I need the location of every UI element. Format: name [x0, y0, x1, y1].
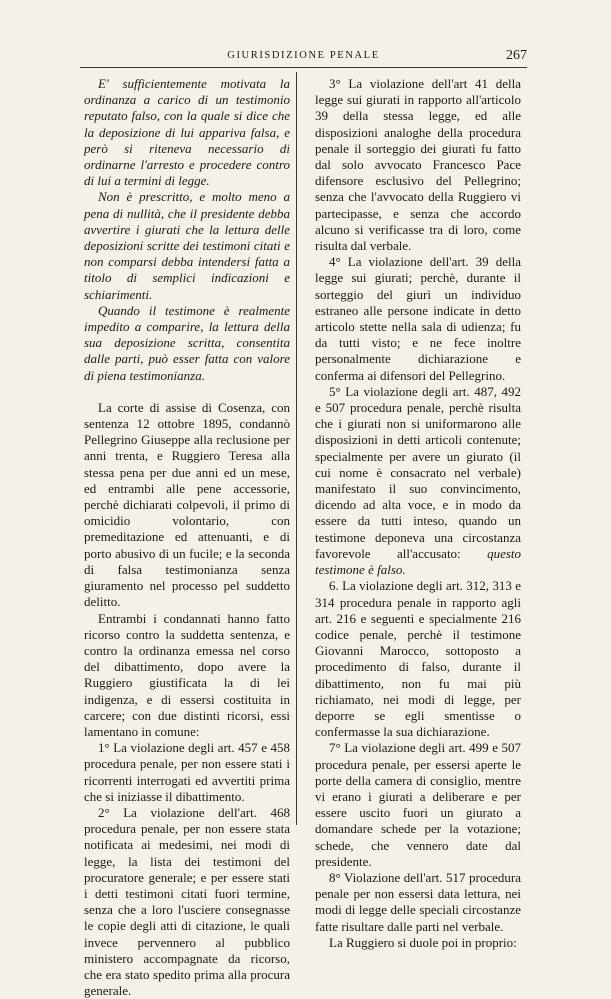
numbered-ground: 7° La violazione degli art. 499 e 507 procedura penale, per essersi aperte le porte della camera di consiglio, mentre vi erano i giurati a deliberare e per essere uscito fuori un giurato a domandare schede per la votazione; schede, che vennero date dal presidente.	[315, 740, 521, 869]
numbered-ground: 1° La violazione degli art. 457 e 458 procedura penale, per non essere stati i ricorrenti interrogati ed avvertiti prima che si iniziasse il dibattimento.	[84, 740, 290, 804]
numbered-ground: 4° La violazione dell'art. 39 della legge sui giurati; perchè, durante il sorteggio del giurì un individuo estraneo alle persone indicate in detto articolo stette nella sala di udienza; fu da tutti visto; e ne fece inoltre personalmente dichiarazione e conferma ai difensori del Pellegrino.	[315, 254, 521, 383]
column-divider	[296, 72, 297, 825]
ground-text: 5° La violazione degli art. 487, 492 e 507 procedura penale, perchè risulta che i giurati non si uniformarono alle disposizioni in detti articoli contenute; specialmente per avere un giurato (il cui nome è consacrato nel verbale) manifestato il suo convincimento, dicendo ad alta voce, e in modo da essere da tutti inteso, quando un testimone deponeva una circostanza favorevole all'accusato:	[315, 383, 521, 561]
headnote-paragraph: Quando il testimone è realmente impedito a comparire, la lettura della sua deposizione scritta, consentita dalle parti, può esser fatta con valore di piena testimonianza.	[84, 302, 290, 383]
headnote-paragraph: Non è prescritto, e molto meno a pena di nullità, che il presidente debba avvertire i giurati che la lettura delle deposizioni scritte dei testimoni citati e non comparsi debba intendersi fatta a titolo di semplici indicazioni e schiarimenti.	[84, 189, 290, 302]
body-paragraph: La corte di assise di Cosenza, con sentenza 12 ottobre 1895, condannò Pellegrino Giuseppe alla reclusione per anni trenta, e Ruggiero Teresa alla stessa pena per due anni ed un mese, ed entrambi alle pene accessorie, perchè dichiarati colpevoli, il primo di omicidio volontario, con premeditazione ed attenuanti, e di porto abusivo di un fucile; e la seconda di falsa testimonianza senza giuramento nel processo pel suddetto delitto.	[84, 399, 290, 610]
left-column	[84, 76, 290, 999]
numbered-ground: 6. La violazione degli art. 312, 313 e 314 procedura penale in rapporto agli art. 216 e seguenti e specialmente 216 codice penale, perchè il testimone Giovanni Marocco, sottoposto a procedimento di falso, durante il dibattimento, non fu mai più richiamato, nei modi di legge, per deporre se egli smentisse o confermasse la sua dichiarazione.	[315, 578, 521, 740]
numbered-ground: 8° Violazione dell'art. 517 procedura penale per non essersi data lettura, nei modi di legge delle speciali circostanze fatte risultare dalle parti nel verbale.	[315, 869, 521, 934]
numbered-ground: 3° La violazione dell'art 41 della legge sui giurati in rapporto all'articolo 39 della stessa legge, ed alle disposizioni analoghe della procedura penale il sorteggio dei giurati fu fatto dal solo avvocato Francesco Pace difensore esclusivo del Pellegrino; senza che l'avvocato della Ruggiero vi partecipasse, e senza che accordo alcuno si verificasse tra di loro, come risulta dal verbale.	[315, 76, 521, 254]
numbered-ground	[315, 384, 521, 578]
header-title: GIURISDIZIONE PENALE	[227, 50, 380, 61]
numbered-ground: 2° La violazione dell'art. 468 procedura penale, per non essere stata notificata ai medesimi, nei modi di legge, la lista dei testimoni del procuratore generale; e per essere stati i detti testimoni citati fuori termine, senza che a loro l'usciere consegnasse le copie degli atti di citazione, le quali invece pervennero al pubblico ministero accompagnate da ricorso, che era stato spedito prima alla procura generale.	[84, 804, 290, 999]
page-number: 267	[506, 48, 527, 63]
right-column	[315, 76, 521, 951]
quoted-remark: questo testimone è falso.	[315, 545, 522, 578]
body-paragraph: La Ruggiero si duole poi in proprio:	[329, 934, 517, 950]
header-rule	[80, 67, 527, 68]
body-paragraph: Entrambi i condannati hanno fatto ricorso contro la suddetta sentenza, e contro la ordinanza emessa nel corso del dibattimento, dopo avere la Ruggiero giustificata la di lei indigenza, e di essersi costituita in carcere; con due distinti ricorsi, essi lamentano in comune:	[84, 610, 290, 739]
running-header	[80, 50, 527, 64]
headnote-paragraph: E' sufficientemente motivata la ordinanza a carico di un testimonio reputato falso, con la quale si dice che la deposizione di lui appariva falsa, e però si riteneva necessario di ordinarne l'arresto e procedere contro di lui a termini di legge.	[84, 76, 290, 189]
